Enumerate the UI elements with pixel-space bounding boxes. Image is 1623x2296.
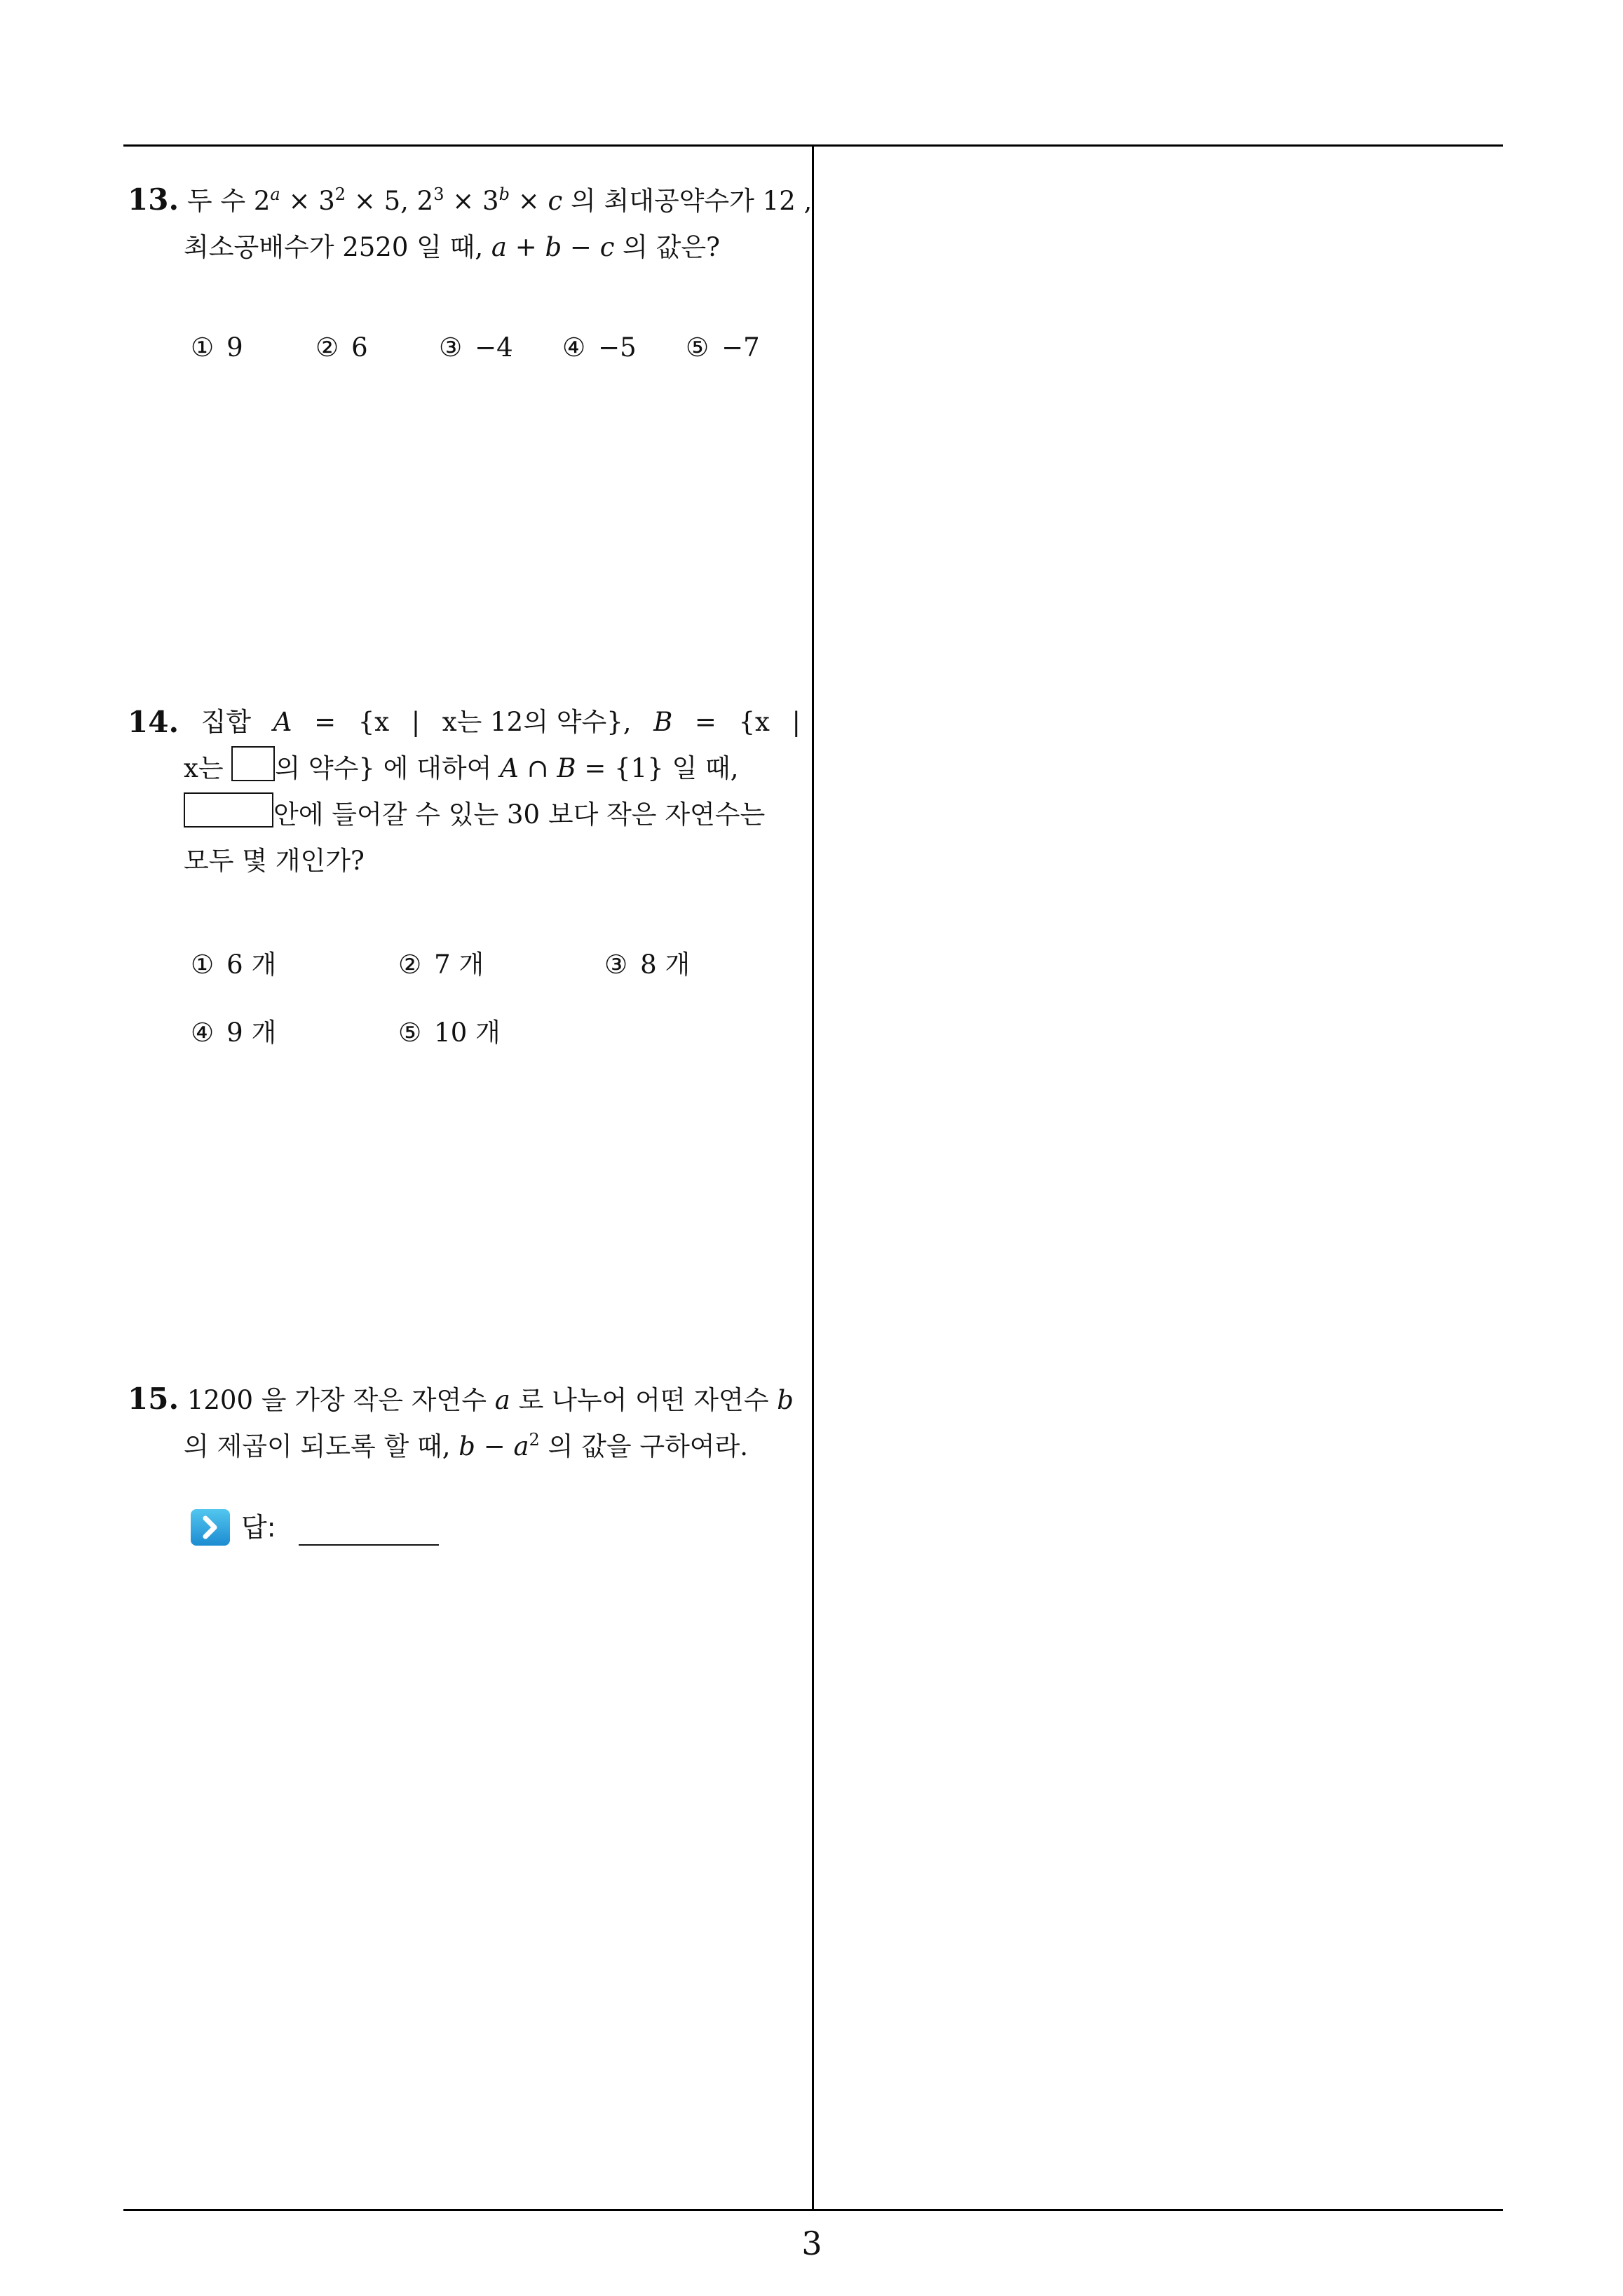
problem-text: 의 약수} 에 대하여 (275, 753, 501, 783)
problem-text: 안에 들어갈 수 있는 30 보다 작은 자연수는 (273, 799, 766, 830)
problem-text: 의 제곱이 되도록 할 때, (184, 1431, 459, 1461)
answer-blank-line[interactable] (299, 1544, 439, 1546)
choice-marker: ④ (562, 332, 586, 363)
choice-value: −7 (721, 332, 760, 363)
choice-value: 9 개 (226, 1018, 277, 1048)
exponent: a (270, 184, 280, 204)
math-symbol: {x (738, 707, 770, 737)
math-symbol: = (694, 707, 717, 737)
problem-number: 14. (128, 705, 179, 739)
choice-marker: ④ (191, 1018, 215, 1048)
problem-text: 최소공배수가 2520 일 때, (184, 232, 491, 262)
choice-marker: ⑤ (398, 1018, 422, 1048)
choice-1[interactable] (191, 332, 243, 363)
choice-1[interactable] (191, 943, 276, 981)
problem-14 (128, 699, 801, 884)
problem-text: 로 나누어 어떤 자연수 (510, 1385, 777, 1415)
math-variable: b (777, 1385, 794, 1415)
math-variable: c (548, 186, 563, 216)
math-symbol: | (792, 707, 801, 737)
problem-text: 의 값은? (614, 232, 721, 262)
blank-box (231, 746, 275, 781)
exponent: 2 (334, 184, 346, 204)
problem-14-line-4 (128, 838, 801, 884)
problem-15 (128, 1376, 801, 1470)
problem-text: 모두 몇 개인가? (184, 846, 365, 876)
problem-text: 집합 (201, 707, 252, 737)
problem-number: 13. (128, 182, 179, 217)
math-symbol: = (314, 707, 337, 737)
choice-value: 10 개 (434, 1018, 501, 1048)
math-variable: A (273, 707, 292, 737)
problem-text: x는 12의 약수}, (442, 707, 632, 737)
exponent: 3 (433, 184, 444, 204)
math-expression: b − a (459, 1431, 529, 1461)
choice-3[interactable] (604, 943, 690, 981)
choice-value: 9 (226, 332, 243, 363)
choice-marker: ① (191, 950, 215, 980)
blank-box (184, 792, 273, 828)
choice-4[interactable] (191, 1011, 276, 1049)
problem-text: 1200 을 가장 작은 자연수 (186, 1385, 495, 1415)
exponent: 2 (529, 1430, 540, 1450)
choice-marker: ⑤ (686, 332, 709, 363)
choice-value: −5 (598, 332, 637, 363)
column-divider (812, 144, 814, 2211)
choice-value: 6 개 (226, 950, 277, 980)
problem-13 (128, 177, 813, 271)
choice-3[interactable] (439, 332, 513, 363)
exponent: b (498, 184, 510, 204)
choice-marker: ② (315, 332, 339, 363)
choice-5[interactable] (686, 332, 760, 363)
math-expression: a + b − c (491, 232, 615, 262)
problem-14-line-3 (128, 792, 801, 838)
math-symbol: | (411, 707, 421, 737)
bottom-rule (123, 2209, 1503, 2211)
choice-2[interactable] (315, 332, 368, 363)
problem-text: = {1} 일 때, (576, 753, 739, 783)
choice-marker: ① (191, 332, 215, 363)
problem-text: × 3 (280, 186, 335, 216)
problem-text: x는 (184, 753, 232, 783)
choice-value: 6 (351, 332, 368, 363)
choice-2[interactable] (398, 943, 484, 981)
problem-13-line-2 (128, 224, 801, 271)
chevron-right-icon (191, 1509, 230, 1546)
choice-4[interactable] (562, 332, 637, 363)
page-number: 3 (801, 2224, 822, 2262)
choice-marker: ③ (439, 332, 463, 363)
problem-text: × (509, 186, 548, 216)
math-variable: B (653, 707, 673, 737)
choice-value: 8 개 (640, 950, 691, 980)
choice-marker: ③ (604, 950, 628, 980)
problem-text: 의 값을 구하여라. (539, 1431, 749, 1461)
math-variable: a (494, 1385, 510, 1415)
choice-value: −4 (475, 332, 513, 363)
choice-5[interactable] (398, 1011, 501, 1049)
answer-label: 답: (241, 1512, 276, 1543)
problem-14-line-2 (128, 745, 801, 792)
problem-text: × 5, 2 (346, 186, 434, 216)
math-symbol: {x (358, 707, 390, 737)
choice-value: 7 개 (434, 950, 484, 980)
choice-marker: ② (398, 950, 422, 980)
problem-number: 15. (128, 1382, 179, 1416)
problem-15-line-2 (128, 1424, 801, 1470)
problem-text: × 3 (444, 186, 499, 216)
problem-text: 두 수 2 (186, 186, 271, 216)
problem-13-line-1 (128, 177, 813, 224)
problem-text: 의 최대공약수가 12 , (562, 186, 813, 216)
math-expression: A ∩ B (500, 753, 576, 783)
problem-15-line-1 (128, 1376, 801, 1424)
problem-14-line-1 (128, 699, 801, 745)
